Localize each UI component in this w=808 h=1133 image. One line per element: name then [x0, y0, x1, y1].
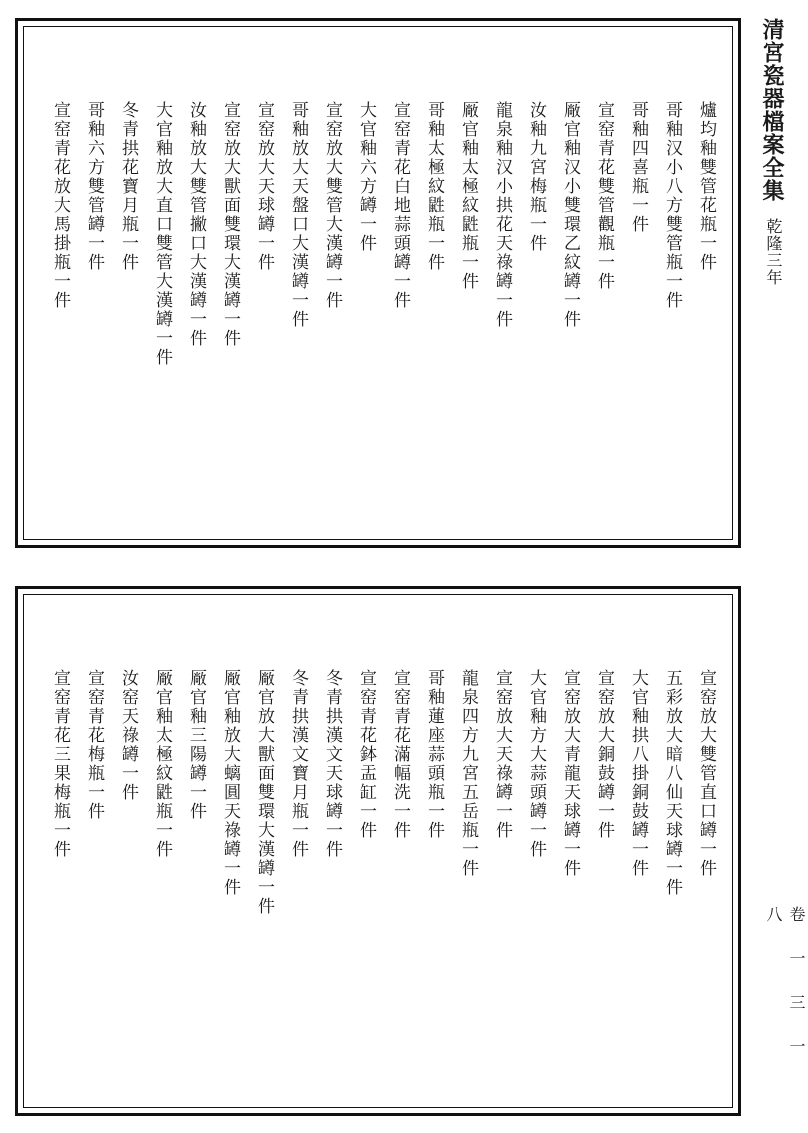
- inventory-entry: 汝釉九宮梅瓶一件: [526, 101, 546, 253]
- inventory-entry: 宣窑放大天球罇一件: [254, 101, 274, 272]
- inventory-entry: 哥釉放大天盤口大漢罇一件: [288, 101, 308, 329]
- inventory-entry: 大官釉拱八掛銅鼓罇一件: [628, 669, 648, 878]
- inventory-entry: 大官釉放大直口雙管大漢罇一件: [152, 101, 172, 367]
- inventory-entry: 冬青拱漢文天球罇一件: [322, 669, 342, 859]
- inventory-entry: 哥釉蓮座蒜頭瓶一件: [424, 669, 444, 840]
- page-sidebar: [748, 18, 806, 1115]
- inventory-entry: 厰官釉三陽罇一件: [186, 669, 206, 821]
- inventory-entry: 哥釉太極紋鼪瓶一件: [424, 101, 444, 272]
- inventory-entry: 厰官放大獸面雙環大漢罇一件: [254, 669, 274, 916]
- inventory-entry: 宣窑青花滿幅洗一件: [390, 669, 410, 840]
- inventory-entry: 宣窑青花白地蒜頭罇一件: [390, 101, 410, 310]
- inventory-entry: 宣窑青花三果梅瓶一件: [50, 669, 70, 859]
- inventory-entry: 宣窑放大雙管大漢罇一件: [322, 101, 342, 310]
- inventory-entry: 冬青拱花寶月瓶一件: [118, 101, 138, 272]
- page-number: 卷一三一八: [764, 906, 806, 1082]
- inventory-entry: 龍泉四方九宮五岳瓶一件: [458, 669, 478, 878]
- inventory-entry: 大官釉方大蒜頭罇一件: [526, 669, 546, 859]
- reign-label: 乾隆三年: [764, 218, 783, 286]
- inventory-entry: 宣窑放大銅鼓罇一件: [594, 669, 614, 840]
- inventory-entry: 爐均釉雙管花瓶一件: [696, 101, 716, 272]
- inventory-entry: 厰官釉汉小雙環乙紋罇一件: [560, 101, 580, 329]
- inventory-entry: 五彩放大暗八仙天球罇一件: [662, 669, 682, 897]
- inventory-entry: 厰官釉太極紋鼪瓶一件: [458, 101, 478, 291]
- inventory-entry: 龍泉釉汉小拱花天祿罇一件: [492, 101, 512, 329]
- inventory-entry: 汝釉放大雙管撇口大漢罇一件: [186, 101, 206, 348]
- inventory-entry: 宣窑放大獸面雙環大漢罇一件: [220, 101, 240, 348]
- inventory-entry: 宣窑青花梅瓶一件: [84, 669, 104, 821]
- inventory-entry: 哥釉四喜瓶一件: [628, 101, 648, 234]
- series-title: 清宮瓷器檔案全集: [759, 18, 784, 202]
- inventory-entry: 大官釉六方罇一件: [356, 101, 376, 253]
- inventory-entry: 宣窑放大雙管直口罇一件: [696, 669, 716, 878]
- inventory-entry: 厰官釉太極紋鼪瓶一件: [152, 669, 172, 859]
- top-manuscript-panel: [15, 18, 741, 548]
- bottom-manuscript-panel: [15, 586, 741, 1116]
- inventory-entry: 哥釉汉小八方雙管瓶一件: [662, 101, 682, 310]
- inventory-entry: 宣窑放大天祿罇一件: [492, 669, 512, 840]
- inventory-entry: 厰官釉放大螭圓天祿罇一件: [220, 669, 240, 897]
- inventory-entry: 宣窑青花鉢盂缸一件: [356, 669, 376, 840]
- inventory-entry: 宣窑青花雙管觀瓶一件: [594, 101, 614, 291]
- inventory-entry: 冬青拱漢文寶月瓶一件: [288, 669, 308, 859]
- inventory-entry: 汝窑天祿罇一件: [118, 669, 138, 802]
- inventory-entry: 宣窑放大青龍天球罇一件: [560, 669, 580, 878]
- inventory-entry: 宣窑青花放大馬掛瓶一件: [50, 101, 70, 310]
- inventory-entry: 哥釉六方雙管罇一件: [84, 101, 104, 272]
